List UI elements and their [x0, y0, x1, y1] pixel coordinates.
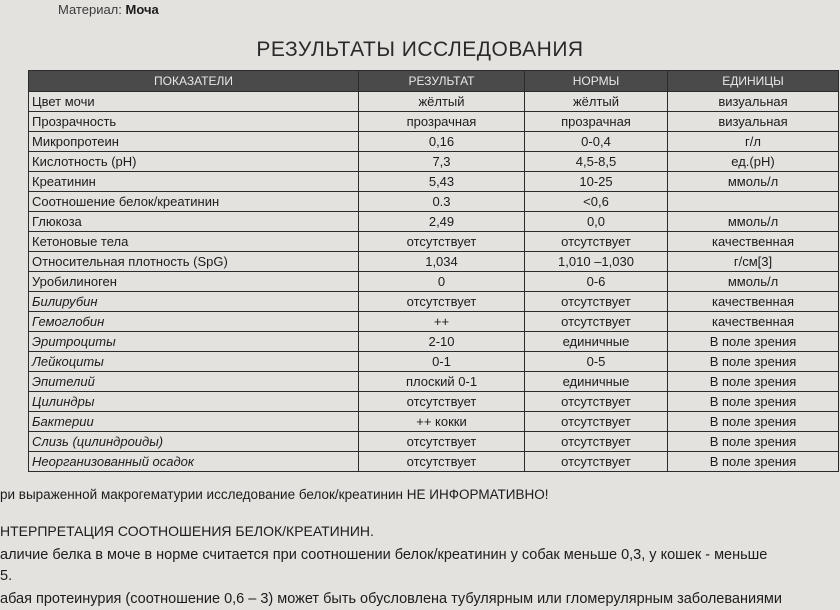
norm-cell: 0-0,4: [525, 132, 668, 152]
table-row: [29, 132, 839, 152]
norm-cell: 4,5-8,5: [525, 152, 668, 172]
result-cell: плоский 0-1: [359, 372, 525, 392]
table-row: [29, 252, 839, 272]
table-row: [29, 192, 839, 212]
indicator-name-cell: Бактерии: [29, 412, 359, 432]
unit-cell: В поле зрения: [668, 352, 839, 372]
norm-cell: <0,6: [525, 192, 668, 212]
table-row: [29, 412, 839, 432]
norm-cell: 10-25: [525, 172, 668, 192]
result-cell: жёлтый: [359, 92, 525, 112]
result-cell: отсутствует: [359, 292, 525, 312]
table-header-row: [29, 71, 839, 92]
norm-cell: отсутствует: [525, 292, 668, 312]
result-cell: 2-10: [359, 332, 525, 352]
table-row: [29, 432, 839, 452]
result-cell: 2,49: [359, 212, 525, 232]
indicator-name-cell: Уробилиноген: [29, 272, 359, 292]
unit-cell: качественная: [668, 312, 839, 332]
indicator-name-cell: Кислотность (pH): [29, 152, 359, 172]
norm-cell: единичные: [525, 332, 668, 352]
unit-cell: качественная: [668, 292, 839, 312]
interpretation-line-3: абая протеинурия (соотношение 0,6 – 3) может быть обусловлена тубулярным или гломерулярным заболеваниями: [0, 591, 783, 607]
result-cell: ++: [359, 312, 525, 332]
indicator-name-cell: Цилиндры: [29, 392, 359, 412]
result-cell: отсутствует: [359, 452, 525, 472]
norm-cell: отсутствует: [525, 432, 668, 452]
unit-cell: В поле зрения: [668, 412, 839, 432]
indicator-name-cell: Креатинин: [29, 172, 359, 192]
norm-cell: отсутствует: [525, 452, 668, 472]
unit-cell: г/см[3]: [668, 252, 839, 272]
result-cell: 7,3: [359, 152, 525, 172]
table-row: [29, 212, 839, 232]
unit-cell: В поле зрения: [668, 372, 839, 392]
result-cell: 1,034: [359, 252, 525, 272]
indicator-name-cell: Глюкоза: [29, 212, 359, 232]
unit-cell: ед.(pH): [668, 152, 839, 172]
table-row: [29, 112, 839, 132]
table-row: [29, 272, 839, 292]
table-row: [29, 292, 839, 312]
material-value: Моча: [125, 2, 159, 17]
indicator-name-cell: Неорганизованный осадок: [29, 452, 359, 472]
results-table: [28, 70, 839, 472]
indicator-name-cell: Относительная плотность (SpG): [29, 252, 359, 272]
table-row: [29, 332, 839, 352]
indicator-name-cell: Микропротеин: [29, 132, 359, 152]
indicator-name-cell: Цвет мочи: [29, 92, 359, 112]
table-row: [29, 172, 839, 192]
unit-cell: В поле зрения: [668, 392, 839, 412]
result-cell: 0.3: [359, 192, 525, 212]
unit-cell: визуальная: [668, 112, 839, 132]
unit-cell: г/л: [668, 132, 839, 152]
norm-cell: жёлтый: [525, 92, 668, 112]
table-row: [29, 152, 839, 172]
indicator-name-cell: Лейкоциты: [29, 352, 359, 372]
material-label: Материал:: [58, 2, 122, 17]
indicator-name-cell: Эпителий: [29, 372, 359, 392]
result-cell: 0-1: [359, 352, 525, 372]
result-cell: отсутствует: [359, 392, 525, 412]
norm-cell: 0,0: [525, 212, 668, 232]
table-row: [29, 452, 839, 472]
unit-cell: ммоль/л: [668, 172, 839, 192]
interpretation-line-2: 5.: [0, 568, 13, 584]
interpretation-title: НТЕРПРЕТАЦИЯ СООТНОШЕНИЯ БЕЛОК/КРЕАТИНИН.: [0, 523, 374, 539]
column-header-result: РЕЗУЛЬТАТ: [359, 71, 525, 92]
page-title: РЕЗУЛЬТАТЫ ИССЛЕДОВАНИЯ: [256, 38, 584, 61]
macrohematuria-note: ри выраженной макрогематурии исследование белок/креатинин НЕ ИНФОРМАТИВНО!: [0, 487, 549, 502]
result-cell: отсутствует: [359, 432, 525, 452]
result-cell: прозрачная: [359, 112, 525, 132]
norm-cell: отсутствует: [525, 232, 668, 252]
unit-cell: ммоль/л: [668, 212, 839, 232]
table-row: [29, 232, 839, 252]
norm-cell: 0-5: [525, 352, 668, 372]
norm-cell: отсутствует: [525, 412, 668, 432]
unit-cell: В поле зрения: [668, 432, 839, 452]
indicator-name-cell: Эритроциты: [29, 332, 359, 352]
norm-cell: 0-6: [525, 272, 668, 292]
indicator-name-cell: Слизь (цилиндроиды): [29, 432, 359, 452]
table-row: [29, 392, 839, 412]
column-header-units: ЕДИНИЦЫ: [668, 71, 839, 92]
indicator-name-cell: Гемоглобин: [29, 312, 359, 332]
unit-cell: В поле зрения: [668, 452, 839, 472]
table-row: [29, 92, 839, 112]
column-header-norms: НОРМЫ: [525, 71, 668, 92]
indicator-name-cell: Билирубин: [29, 292, 359, 312]
result-cell: 5,43: [359, 172, 525, 192]
indicator-name-cell: Кетоновые тела: [29, 232, 359, 252]
norm-cell: отсутствует: [525, 312, 668, 332]
norm-cell: отсутствует: [525, 392, 668, 412]
result-cell: отсутствует: [359, 232, 525, 252]
result-cell: 0,16: [359, 132, 525, 152]
indicator-name-cell: Прозрачность: [29, 112, 359, 132]
indicator-name-cell: Соотношение белок/креатинин: [29, 192, 359, 212]
table-row: [29, 312, 839, 332]
result-cell: 0: [359, 272, 525, 292]
interpretation-line-1: аличие белка в моче в норме считается при соотношении белок/креатинин у собак меньше 0,3, у кошек - меньше: [0, 547, 768, 563]
table-row: [29, 352, 839, 372]
result-cell: ++ кокки: [359, 412, 525, 432]
material-line: [58, 2, 159, 17]
unit-cell: качественная: [668, 232, 839, 252]
norm-cell: 1,010 –1,030: [525, 252, 668, 272]
norm-cell: прозрачная: [525, 112, 668, 132]
unit-cell: визуальная: [668, 92, 839, 112]
unit-cell: [668, 192, 839, 212]
norm-cell: единичные: [525, 372, 668, 392]
unit-cell: ммоль/л: [668, 272, 839, 292]
unit-cell: В поле зрения: [668, 332, 839, 352]
table-row: [29, 372, 839, 392]
column-header-indicators: ПОКАЗАТЕЛИ: [29, 71, 359, 92]
